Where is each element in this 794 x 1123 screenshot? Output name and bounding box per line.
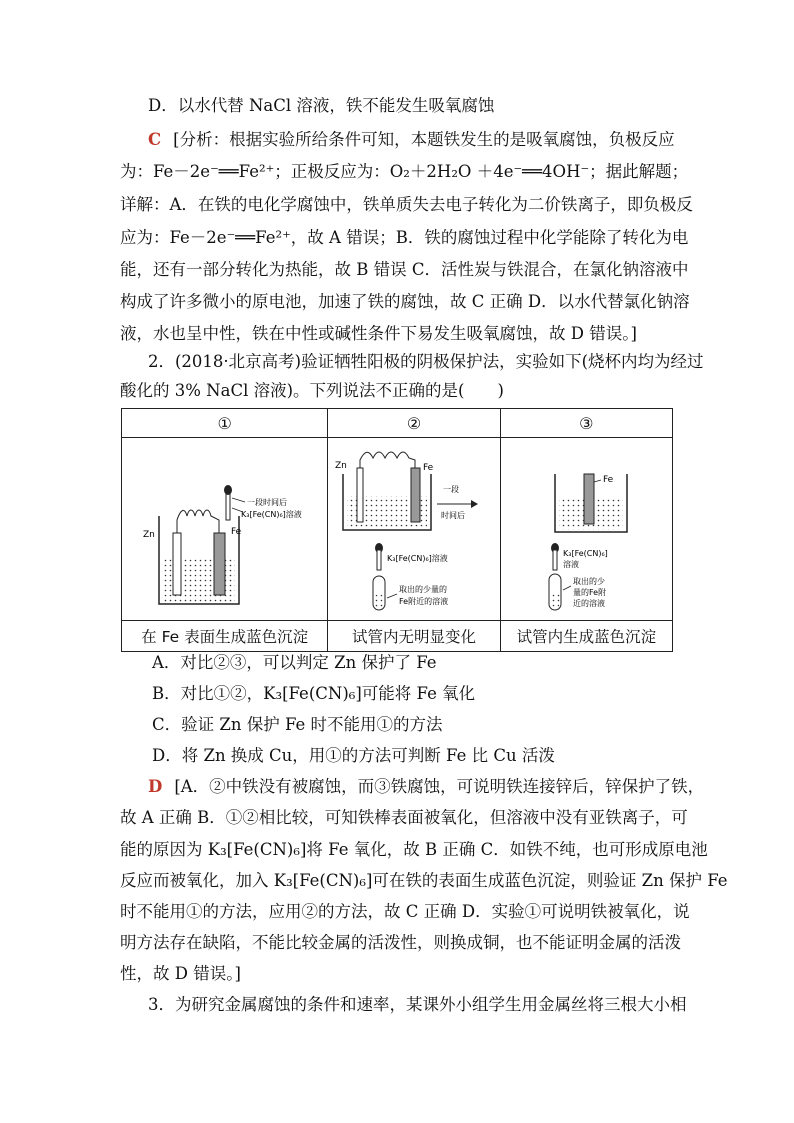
q2-option-a: A．对比②③，可以判定 Zn 保护了 Fe <box>152 653 437 672</box>
q2-answer: D <box>148 777 163 796</box>
fe-electrode <box>584 474 594 524</box>
q1-answer: C <box>148 130 162 149</box>
arrow-label: 一段 <box>442 485 459 494</box>
fe-label: Fe <box>422 463 434 473</box>
table-header: ③ <box>500 409 672 438</box>
q2-analysis-line: D [A．②中铁没有被腐蚀，而③铁腐蚀，可说明铁连接锌后，锌保护了铁， <box>148 777 705 796</box>
zn-electrode <box>357 468 363 522</box>
sample-label: 取出的少量的 <box>398 585 447 594</box>
figure-cell-3 <box>500 438 672 621</box>
figure-cell-2 <box>328 438 500 621</box>
reagent-label: 溶液 <box>563 560 580 569</box>
figure-cell-1 <box>122 438 328 621</box>
q1-analysis-line: 应为：Fe－2e⁻══Fe²⁺，故 A 错误；B．铁的腐蚀过程中化学能除了转化为电 <box>120 228 689 247</box>
q2-analysis-line: 时不能用①的方法，应用②的方法，故 C 正确 D．实验①可说明铁被氧化，说 <box>120 902 690 921</box>
zn-label: Zn <box>334 461 347 471</box>
q2-option-d: D．将 Zn 换成 Cu，用①的方法可判断 Fe 比 Cu 活泼 <box>152 746 555 765</box>
experiment-2-diagram <box>329 438 499 616</box>
q1-analysis-line: 详解：A．在铁的电化学腐蚀中，铁单质失去电子转化为二价铁离子，即负极反 <box>120 195 693 214</box>
result-cell: 试管内无明显变化 <box>328 621 500 652</box>
q1-analysis-line: 能，还有一部分转化为热能，故 B 错误 C．活性炭与铁混合，在氯化钠溶液中 <box>120 260 689 279</box>
q1-analysis-line: 液，水也呈中性，铁在中性或碱性条件下易发生吸氧腐蚀，故 D 错误。] <box>120 324 637 343</box>
fe-electrode <box>214 533 225 595</box>
result-cell: 试管内生成蓝色沉淀 <box>500 621 672 652</box>
q2-option-b: B．对比①②，K₃[Fe(CN)₆]可能将 Fe 氧化 <box>152 684 476 703</box>
arrow-label: 时间后 <box>440 511 465 520</box>
fe-label: Fe <box>603 475 614 485</box>
q1-analysis-line: 构成了许多微小的原电池，加速了铁的腐蚀，故 C 正确 D．以水代替氯化钠溶 <box>120 292 690 311</box>
sample-label: 取出的少 <box>573 577 606 586</box>
reagent-label: K₃[Fe(CN)₆]溶液 <box>386 554 448 563</box>
result-cell: 在 Fe 表面生成蓝色沉淀 <box>122 621 328 652</box>
q2-option-c: C．验证 Zn 保护 Fe 时不能用①的方法 <box>152 715 443 734</box>
table-header: ① <box>122 409 328 438</box>
dropper-bulb <box>224 485 232 495</box>
reagent-label: K₃[Fe(CN)₆] <box>563 549 609 558</box>
experiment-1-diagram <box>123 438 327 616</box>
sample-label: 量的Fe附 <box>573 588 607 597</box>
fe-electrode <box>411 468 420 522</box>
q2-analysis-line: 性，故 D 错误。] <box>120 964 241 983</box>
q3-stem: 3．为研究金属腐蚀的条件和速率，某课外小组学生用金属丝将三根大小相 <box>148 995 687 1014</box>
q1-analysis-line: C [分析：根据实验所给条件可知，本题铁发生的是吸氧腐蚀，负极反应 <box>148 130 675 149</box>
q2-analysis-line: 能的原因为 K₃[Fe(CN)₆]将 Fe 氧化，故 B 正确 C．如铁不纯，也可形成原电池 <box>120 840 708 859</box>
sample-label: 近的溶液 <box>573 599 606 608</box>
q1-option-d: D．以水代替 NaCl 溶液，铁不能发生吸氧腐蚀 <box>148 96 495 115</box>
q2-analysis-line: 反应而被氧化，加入 K₃[Fe(CN)₆]可在铁的表面生成蓝色沉淀，则验证 Zn 保护 Fe <box>120 871 728 890</box>
zn-label: Zn <box>142 530 155 540</box>
experiment-table <box>121 408 673 652</box>
sample-label: Fe附近的溶液 <box>398 597 449 606</box>
wire <box>177 510 219 533</box>
q2-analysis-line: 故 A 正确 B．①②相比较，可知铁棒表面被氧化，但溶液中没有亚铁离子，可 <box>120 808 688 827</box>
fe-label: Fe <box>230 527 241 537</box>
q2-stem-line: 酸化的 3% NaCl 溶液)。下列说法不正确的是( ) <box>120 381 504 400</box>
diagram-label: K₃[Fe(CN)₆]溶液 <box>240 510 302 519</box>
zn-electrode <box>173 533 181 595</box>
q2-stem-line: 2．(2018·北京高考)验证牺牲阳极的阴极保护法，实验如下(烧杯内均为经过 <box>148 352 704 371</box>
experiment-3-diagram <box>501 438 671 616</box>
diagram-label: 一段时间后 <box>246 498 287 507</box>
q2-analysis-line: 明方法存在缺陷，不能比较金属的活泼性，则换成铜，也不能证明金属的活泼 <box>120 933 681 952</box>
q1-analysis-line: 为：Fe－2e⁻══Fe²⁺；正极反应为：O₂＋2H₂O ＋4e⁻══4OH⁻；据此解题； <box>120 162 689 181</box>
table-header: ② <box>328 409 500 438</box>
